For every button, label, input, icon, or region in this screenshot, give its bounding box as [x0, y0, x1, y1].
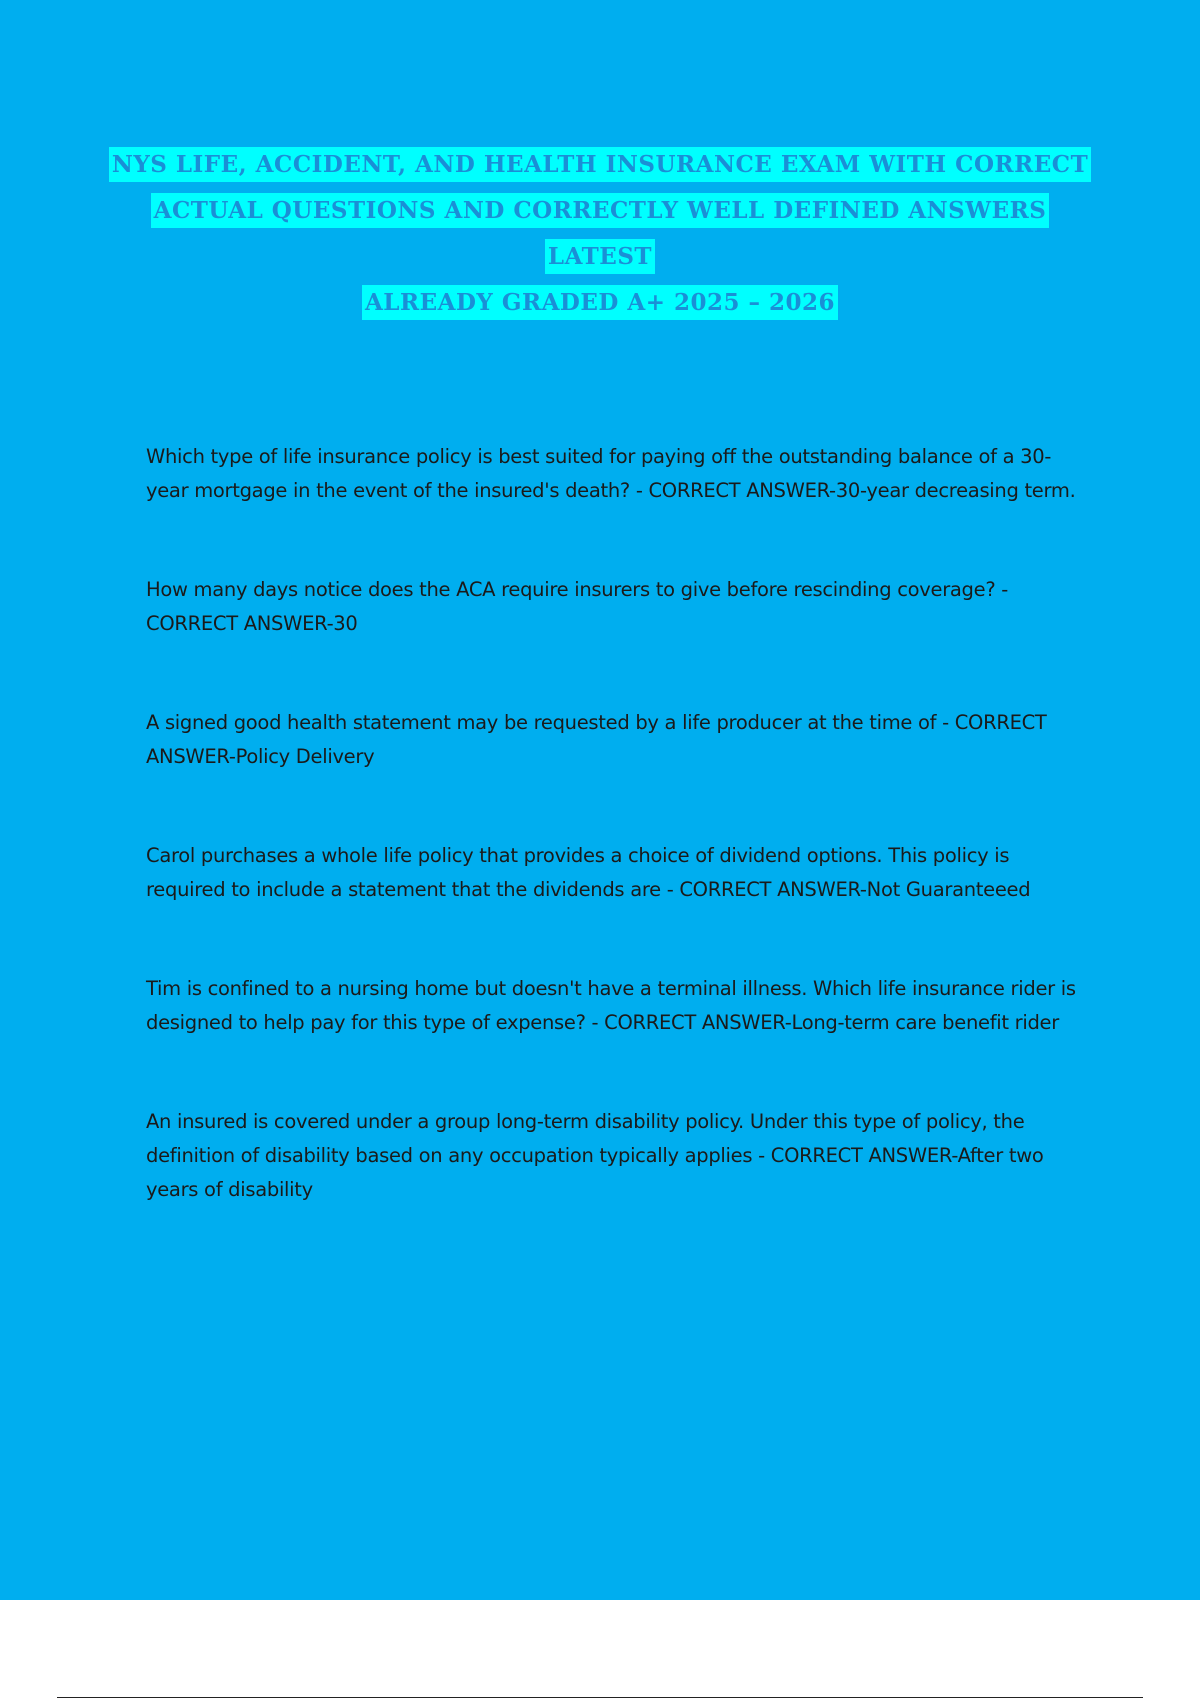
- title-line-3: ALREADY GRADED A+ 2025 – 2026: [362, 285, 838, 320]
- qa-item-6: An insured is covered under a group long-term disability policy. Under this type of policy, the definition of disability based on any occupation typically applies - CORRECT ANSWER-After two years of disability: [146, 1110, 1044, 1201]
- title-line-2: ACTUAL QUESTIONS AND CORRECTLY WELL DEFINED ANSWERS LATEST: [151, 193, 1050, 274]
- title-line-1: NYS LIFE, ACCIDENT, AND HEALTH INSURANCE EXAM WITH CORRECT: [109, 147, 1091, 182]
- qa-item-1: Which type of life insurance policy is best suited for paying off the outstanding balance of a 30-year mortgage in the event of the insured's death? - CORRECT ANSWER-30-year decreasing term.: [146, 445, 1076, 502]
- qa-item-5: Tim is confined to a nursing home but doesn't have a terminal illness. Which life insurance rider is designed to help pay for this type of expense? - CORRECT ANSWER-Long-term care benefit rider: [146, 977, 1076, 1034]
- document-title: [100, 143, 1100, 327]
- qa-item-4: Carol purchases a whole life policy that provides a choice of dividend options. This policy is required to include a statement that the dividends are - CORRECT ANSWER-Not Guaranteeed: [146, 844, 1031, 901]
- qa-item-3: A signed good health statement may be requested by a life producer at the time of - CORRECT ANSWER-Policy Delivery: [146, 711, 1047, 768]
- qa-item-2: How many days notice does the ACA require insurers to give before rescinding coverage? - CORRECT ANSWER-30: [146, 578, 1009, 635]
- footer-divider: [57, 1697, 1143, 1698]
- question-answer-list: [146, 440, 1086, 1272]
